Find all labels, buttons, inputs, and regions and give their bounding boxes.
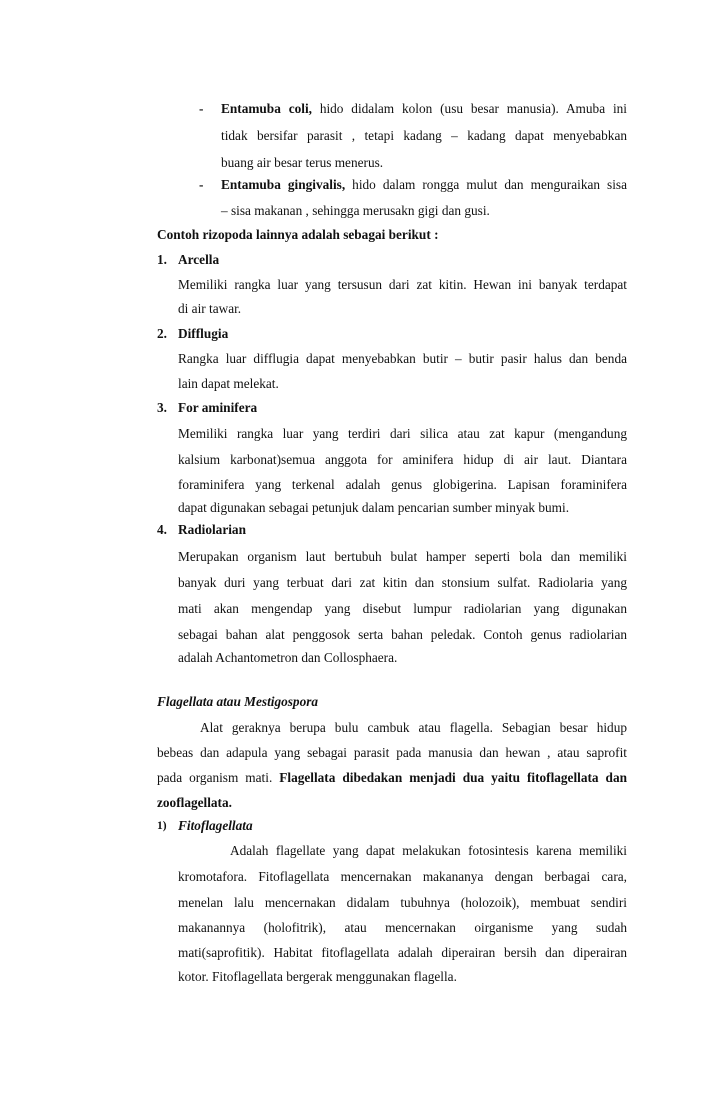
radiolarian-line: Merupakan organism laut bertubuh bulat hamper seperti bola dan memiliki	[178, 549, 627, 564]
flagellata-paragraph-line: zooflagellata.	[157, 795, 232, 810]
bullet-dash: -	[199, 177, 204, 192]
difflugia-line: Rangka luar difflugia dapat menyebabkan butir – butir pasir halus dan benda	[178, 351, 627, 366]
list-title-radiolarian: Radiolarian	[178, 522, 246, 537]
flagellata-plain-text: pada organism mati.	[157, 770, 280, 785]
arcella-line: Memiliki rangka luar yang tersusun dari zat kitin. Hewan ini banyak terdapat	[178, 277, 627, 292]
difflugia-line: lain dapat melekat.	[178, 376, 279, 391]
foraminifera-line: foraminifera yang terkenal adalah genus globigerina. Lapisan foraminifera	[178, 477, 627, 492]
list-title-foraminifera: For aminifera	[178, 400, 258, 415]
bullet-dash: -	[199, 101, 204, 116]
foraminifera-line: Memiliki rangka luar yang terdiri dari silica atau zat kapur (mengandung	[178, 426, 627, 441]
fitoflagellata-line: makanannya (holofitrik), atau mencernakan oirganisme yang sudah	[178, 920, 627, 935]
entamoeba-coli-line1	[221, 101, 627, 117]
rizopoda-heading: Contoh rizopoda lainnya adalah sebagai berikut :	[157, 227, 439, 242]
sublist-num: 1)	[157, 820, 167, 832]
fitoflagellata-title: Fitoflagellata	[178, 818, 253, 833]
list-num: 1.	[157, 252, 167, 267]
arcella-line: di air tawar.	[178, 301, 242, 316]
radiolarian-line: mati akan mengendap yang disebut lumpur radiolarian yang digunakan	[178, 601, 627, 616]
list-title-difflugia: Difflugia	[178, 326, 229, 341]
fitoflagellata-line: mati(saprofitik). Habitat fitoflagellata adalah diperairan bersih dan diperairan	[178, 945, 627, 960]
fitoflagellata-line: menelan lalu mencernakan didalam tubuhnya (holozoik), membuat sendiri	[178, 895, 627, 910]
flagellata-heading: Flagellata atau Mestigospora	[157, 694, 319, 709]
radiolarian-line: sebagai bahan alat penggosok serta bahan peledak. Contoh genus radiolarian	[178, 627, 627, 642]
list-num: 3.	[157, 400, 167, 415]
entamoeba-coli-name: Entamuba coli,	[221, 101, 312, 116]
fitoflagellata-line: kromotafora. Fitoflagellata mencernakan makananya dengan berbagai cara,	[178, 869, 627, 884]
entamoeba-coli-text: hido didalam kolon (usu besar manusia). Amuba ini	[311, 101, 627, 116]
flagellata-paragraph-line: bebeas dan adapula yang sebagai parasit pada manusia dan hewan , atau saprofit	[157, 745, 627, 760]
fitoflagellata-line: Adalah flagellate yang dapat melakukan fotosintesis karena memiliki	[230, 843, 627, 858]
entamoeba-gingivalis-text: hido dalam rongga mulut dan menguraikan sisa	[345, 177, 627, 192]
fitoflagellata-line: kotor. Fitoflagellata bergerak menggunakan flagella.	[178, 969, 457, 984]
flagellata-bold-text: Flagellata dibedakan menjadi dua yaitu fitoflagellata dan	[279, 770, 627, 785]
entamoeba-gingivalis-line2: – sisa makanan , sehingga merusakn gigi dan gusi.	[221, 203, 490, 218]
foraminifera-line: kalsium karbonat)semua anggota for aminifera hidup di air laut. Diantara	[178, 452, 627, 467]
entamoeba-coli-line2: tidak bersifar parasit , tetapi kadang – kadang dapat menyebabkan	[221, 128, 627, 143]
flagellata-paragraph-line	[157, 770, 627, 786]
flagellata-paragraph-line: Alat geraknya berupa bulu cambuk atau flagella. Sebagian besar hidup	[200, 720, 627, 735]
list-title-arcella: Arcella	[178, 252, 220, 267]
radiolarian-line: banyak duri yang terbuat dari zat kitin dan stonsium sulfat. Radiolaria yang	[178, 575, 627, 590]
list-num: 4.	[157, 522, 167, 537]
entamoeba-gingivalis-line1	[221, 177, 627, 193]
entamoeba-gingivalis-name: Entamuba gingivalis,	[221, 177, 346, 192]
list-num: 2.	[157, 326, 167, 341]
radiolarian-line: adalah Achantometron dan Collosphaera.	[178, 650, 398, 665]
entamoeba-coli-line3: buang air besar terus menerus.	[221, 155, 384, 170]
foraminifera-line: dapat digunakan sebagai petunjuk dalam pencarian sumber minyak bumi.	[178, 500, 570, 515]
